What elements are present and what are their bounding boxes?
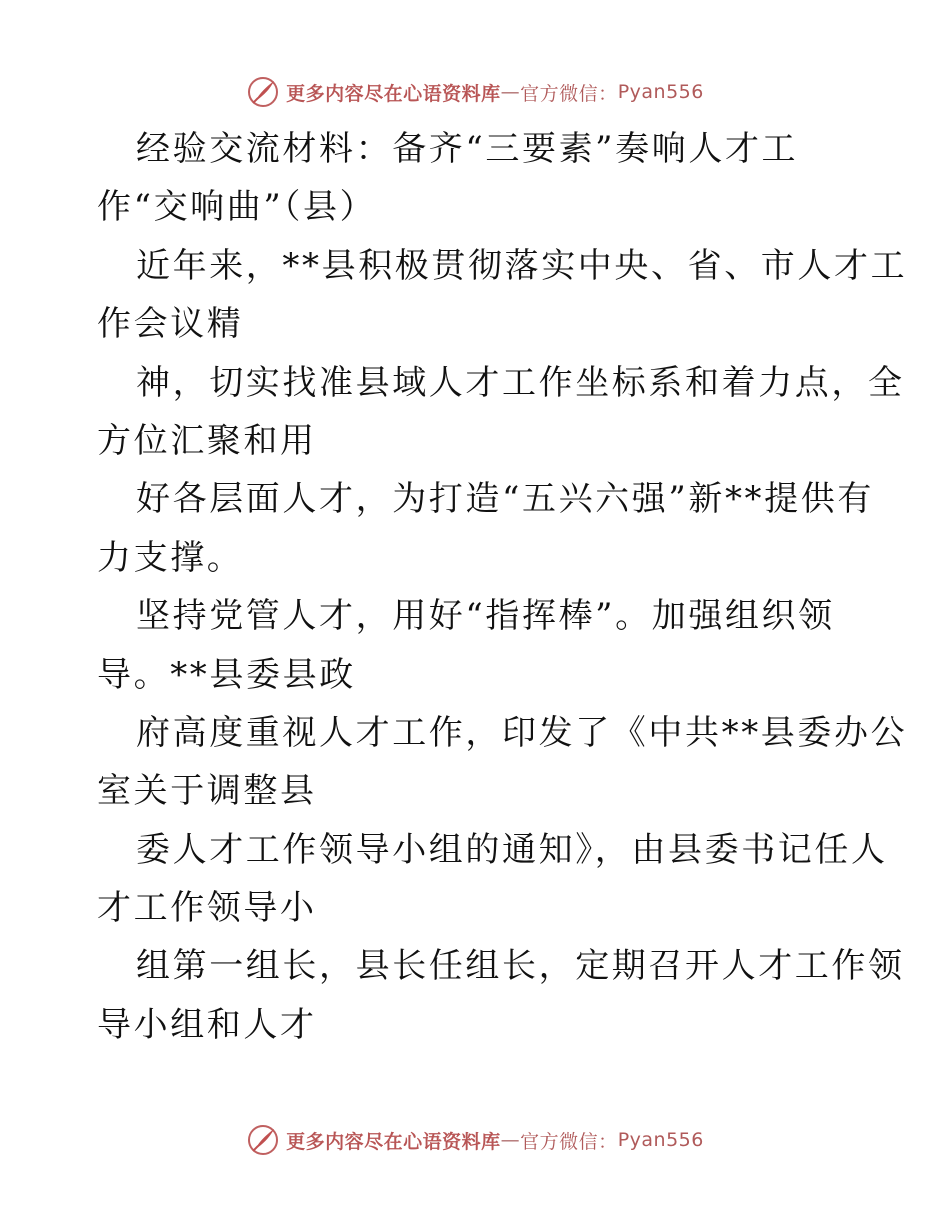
watermark-label: 官方微信：	[520, 1130, 618, 1153]
text-line-10: 导。**县委县政	[97, 654, 356, 695]
watermark-brand: 更多内容尽在心语资料库	[286, 1130, 501, 1153]
text-line-15: 组第一组长，县长任组长，定期召开人才工作领	[136, 946, 905, 987]
text-line-3: 近年来，**县积极贯彻落实中央、省、市人才工	[136, 245, 908, 286]
watermark-separator: —	[500, 1129, 521, 1151]
text-line-14: 才工作领导小	[97, 888, 317, 929]
quill-pen-logo-icon	[246, 1123, 280, 1157]
text-line-4: 作会议精	[97, 304, 244, 345]
watermark-handle: Pyan556	[617, 81, 704, 103]
text-line-2: 作“交响曲”（县）	[97, 187, 377, 228]
watermark-separator: —	[500, 81, 521, 103]
text-line-5: 神，切实找准县域人才工作坐标系和着力点，全	[136, 362, 905, 403]
quill-pen-logo-icon	[246, 75, 280, 109]
text-line-1: 经验交流材料：备齐“三要素”奏响人才工	[136, 129, 799, 169]
text-line-9: 坚持党管人才，用好“指挥棒”。加强组织领	[136, 596, 835, 637]
text-line-8: 力支撑。	[97, 537, 244, 578]
header-watermark	[0, 72, 950, 112]
text-line-6: 方位汇聚和用	[97, 420, 317, 461]
text-line-13: 委人才工作领导小组的通知》，由县委书记任人	[136, 829, 888, 870]
text-line-7: 好各层面人才，为打造“五兴六强”新**提供有	[136, 479, 874, 520]
watermark-label: 官方微信：	[520, 82, 618, 105]
text-line-16: 导小组和人才	[97, 1004, 317, 1045]
text-line-11: 府高度重视人才工作，印发了《中共**县委办公	[136, 712, 908, 753]
watermark-brand: 更多内容尽在心语资料库	[286, 82, 501, 105]
footer-watermark	[0, 1120, 950, 1160]
document-body	[97, 120, 908, 1054]
text-line-12: 室关于调整县	[97, 771, 317, 812]
watermark-handle: Pyan556	[617, 1129, 704, 1151]
